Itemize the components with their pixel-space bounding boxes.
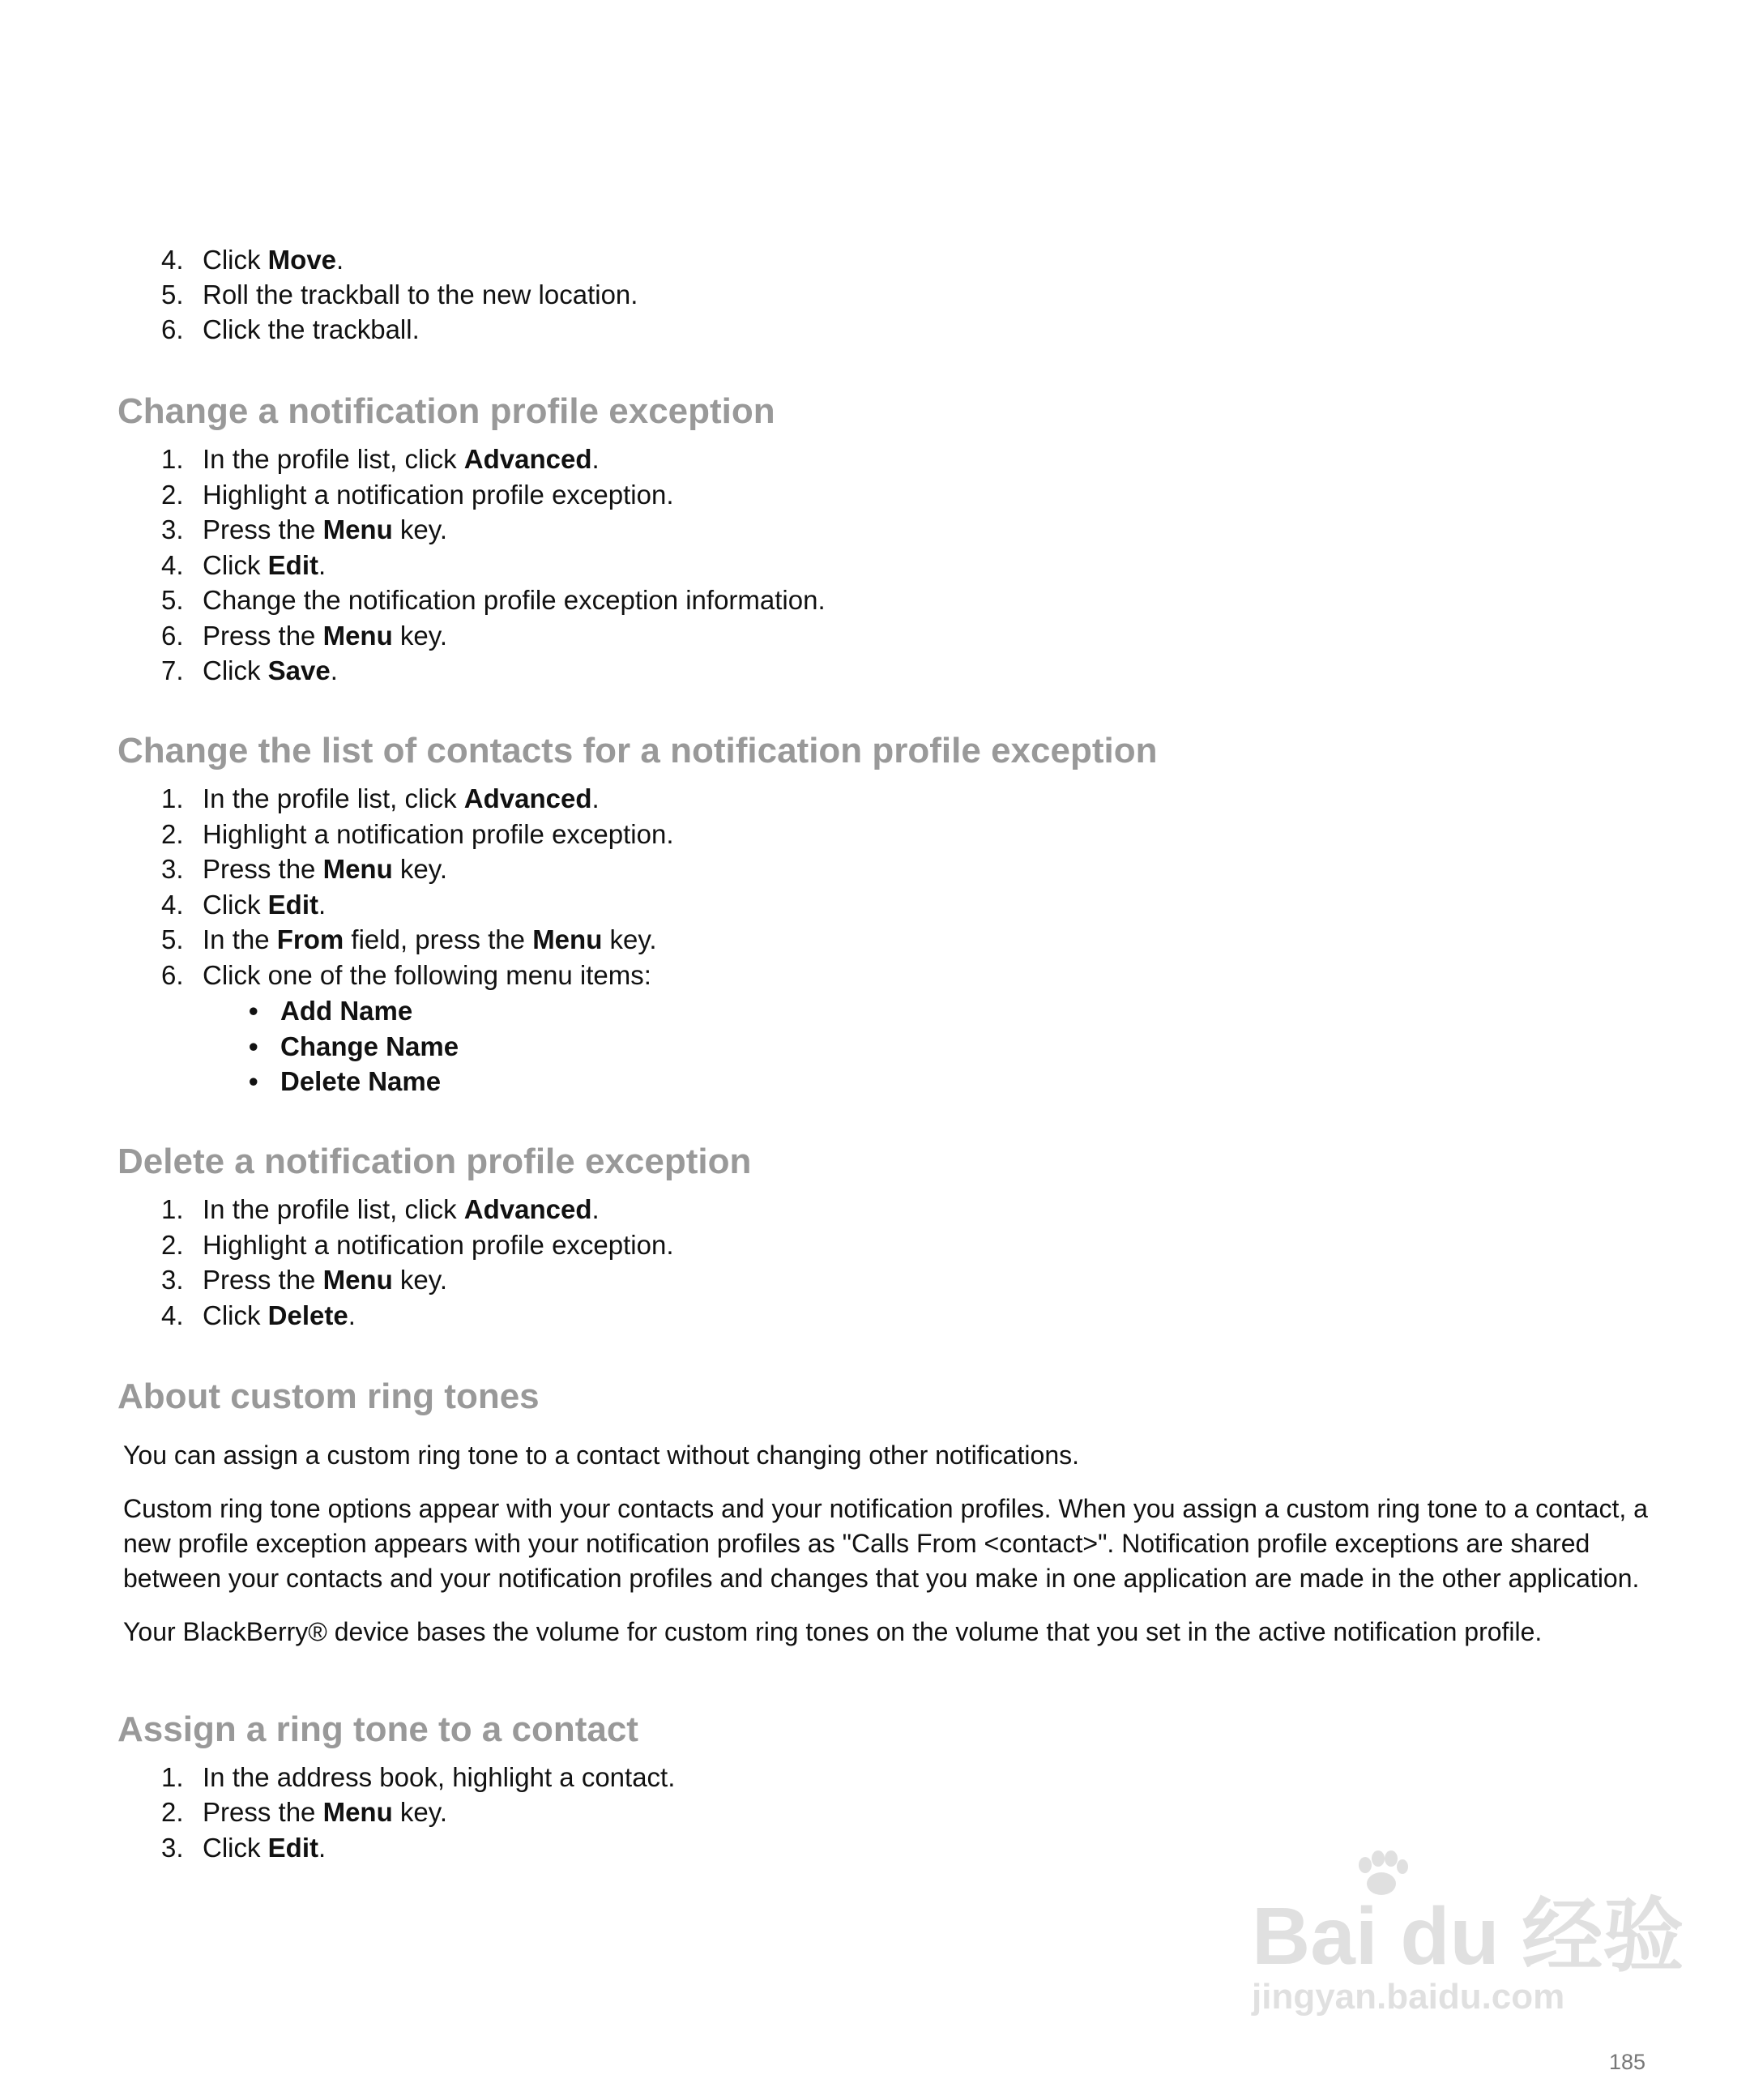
paragraph: You can assign a custom ring tone to a contact without changing other notifications. (123, 1441, 1079, 1470)
baidu-watermark (1252, 1839, 1684, 2017)
watermark-brand: Bai du 经验 (1252, 1891, 1684, 1982)
paragraph: Your BlackBerry® device bases the volume for custom ring tones on the volume that you set in the active notification profile. (123, 1617, 1543, 1646)
watermark-url: jingyan.baidu.com (1252, 1977, 1565, 2017)
section-heading-assign-ring-tone: Assign a ring tone to a contact (117, 1709, 638, 1749)
section-heading-change-exception: Change a notification profile exception (117, 391, 775, 431)
section-heading-change-contacts: Change the list of contacts for a notification profile exception (117, 731, 1158, 770)
paragraph: Custom ring tone options appear with your contacts and your notification profiles. When you assign a custom ring tone to a contact, a new profile exception appears with your notification profiles as "Calls From <contact>". Notification profile exceptions are shared between your contacts and your notification profiles and changes that you make in one application are made in the other application. (123, 1494, 1648, 1593)
section-heading-delete-exception: Delete a notification profile exception (117, 1142, 752, 1181)
document-page: 4. Click Move. 5. Roll the trackball to the new location. 6. Click the trackball. Change a notification profile exception 1. In the profile list, click Advanced. 2. Highlight a notification profile exception. 3. Press the Menu key. 4. Click Edit. 5. Change the notification profile exception information. 6. Press the Menu key. 7. Click Save. Change the list of contacts for a notification profile exception 1. In the profile list, click Advanced. 2. Highlight a notification profile exception. 3. Press the Menu key. 4. Click Edit. 5. In the From field, press the Menu key. 6. Click one of the following menu items: • Add Name • Change Name • Delete Name Delete a notification profile exception 1. In the profile list, click Advanced. 2. Highlight a notification profile exception. 3. Press the Menu key. 4. Click Delete. About custom ring tones You can assign a custom ring tone to a contact without changing other notifications. Custom ring tone options appear with your contacts and your notification profiles. When you assign a custom ring tone to a contact, a new profile exception appears with your notification profiles as "Calls From <contact>". Notification profile exceptions are shared between your contacts and your notification profiles and changes that you make in one application are made in the other application. Your BlackBerry® device bases the volume for custom ring tones on the volume that you set in the active notification profile. Assign a ring tone to a contact 1. In the address book, highlight a contact. 2. Press the Menu key. 3. Click Edit. Bai du 经验 jingyan.baidu.com 185 (0, 0, 1750, 2100)
section-heading-about-ring-tones: About custom ring tones (117, 1377, 540, 1416)
page-number: 185 (1609, 2050, 1646, 2074)
